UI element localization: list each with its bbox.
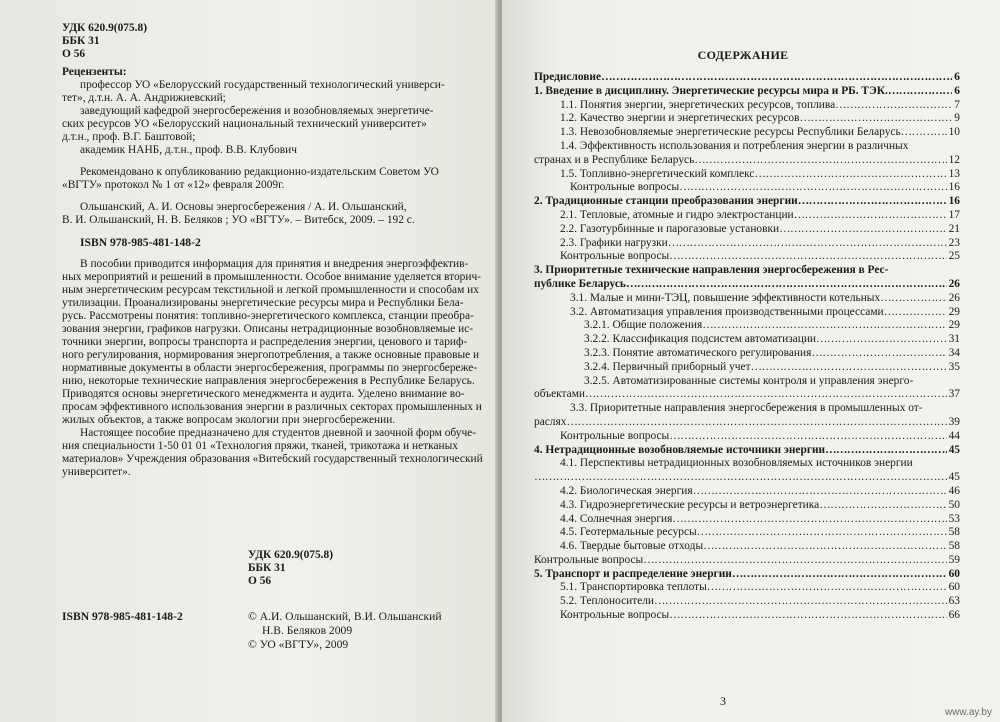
toc-entry-page: 60 [948, 567, 960, 580]
toc-title: СОДЕРЖАНИЕ [697, 48, 789, 62]
reviewer-line: тет», д.т.н. А. А. Андрижиевский; [62, 92, 226, 104]
toc-dot-leader [798, 195, 947, 209]
toc-entry-title: Контрольные вопросы [560, 609, 670, 622]
toc-entry-title: 3. Приоритетные технические направления энергосбережения в Рес- [534, 264, 889, 277]
toc-dot-leader [901, 126, 947, 140]
toc-entry [526, 278, 960, 292]
toc-dot-leader [669, 430, 946, 444]
toc-entry [526, 444, 960, 458]
toc-entry [526, 264, 960, 278]
toc-entry-title: объектами [534, 388, 586, 401]
toc-entry [526, 581, 960, 595]
toc-dot-leader [534, 471, 947, 485]
toc-entry [526, 568, 960, 582]
toc-entry [526, 333, 960, 347]
toc-entry [526, 292, 960, 306]
recommend-line: Рекомендовано к опубликованию редакционно-издательским Советом УО [80, 166, 439, 178]
toc-entry [526, 457, 960, 471]
toc-entry-page: 53 [948, 512, 960, 525]
bibliographic-line: Ольшанский, А. И. Основы энергосбережения / А. И. Ольшанский, [80, 201, 407, 213]
abstract-line: ных мероприятий и решений в промышленности. Особое внимание уделяется вторич- [62, 271, 481, 283]
toc-entry [526, 430, 960, 444]
toc-entry-title: 3.2.4. Первичный приборный учет [584, 360, 751, 373]
toc-entry-page: 16 [948, 181, 960, 194]
toc-entry-page: 12 [948, 153, 960, 166]
toc-dot-leader [643, 554, 946, 568]
toc-dot-leader [811, 347, 946, 361]
reviewer-line: академик НАНБ, д.т.н., проф. В.В. Клубович [80, 144, 297, 156]
bbk-code: ББК 31 [62, 35, 100, 47]
toc-dot-leader [693, 485, 947, 499]
toc-entry-page: 23 [948, 236, 960, 249]
toc-entry-title: 3.2.2. Классификация подсистем автоматизации [584, 333, 817, 346]
right-page [502, 0, 1000, 722]
toc-entry [526, 168, 960, 182]
toc-dot-leader [702, 319, 946, 333]
abstract-line: утилизации. Проанализированы энергетические ресурсы мира и Республики Бела- [62, 297, 464, 309]
abstract-line: ным энергетическим ресурсам текстильной и легкой промышленности и способам их [62, 284, 479, 296]
toc-entry-title: 3.2.3. Понятие автоматического регулирования [584, 346, 812, 359]
toc-entry-page: 26 [948, 291, 960, 304]
reviewers-list [62, 79, 476, 157]
toc-entry-title: 1.4. Эффективность использования и потребления энергии в различных [560, 139, 909, 152]
toc-entry [526, 195, 960, 209]
author-code-2: О 56 [248, 575, 272, 587]
abstract-line: В пособии приводится информация для принятия и внедрения энергоэффектив- [80, 258, 469, 270]
abstract-line: просам эффективного использования энергии в различных секторах промышленных и [62, 401, 482, 413]
toc-entry-title: 4.2. Биологическая энергия [560, 484, 693, 497]
toc-entry [526, 402, 960, 416]
toc-dot-leader [835, 99, 952, 113]
toc-entry-title: 5.1. Транспортировка теплоты [560, 581, 707, 594]
abstract-line: нормативные документы в области энергосбережения, программы по энергосбереже- [62, 362, 478, 374]
toc-entry-page: 31 [948, 333, 960, 346]
toc-entry-title: 5. Транспорт и распределение энергии [534, 567, 732, 580]
toc-entry-title: 2.2. Газотурбинные и парогазовые установки [560, 222, 780, 235]
toc-entry-page: 17 [948, 208, 960, 221]
purpose [62, 427, 483, 479]
toc-entry [526, 388, 960, 402]
copyright-line: © А.И. Ольшанский, В.И. Ольшанский [248, 610, 442, 623]
toc-entry-page: 6 [954, 84, 960, 97]
recommend-line: «ВГТУ» протокол № 1 от «12» февраля 2009г. [62, 179, 285, 191]
toc-entry [526, 71, 960, 85]
toc-dot-leader [799, 112, 952, 126]
toc-entry [526, 513, 960, 527]
toc-dot-leader [816, 333, 947, 347]
toc-entry-page: 44 [948, 429, 960, 442]
toc-entry-title: Предисловие [534, 71, 602, 83]
table-of-contents [526, 71, 960, 623]
toc-entry-title: 4.3. Гидроэнергетические ресурсы и ветроэнергетика [560, 498, 820, 511]
toc-entry-title: 2. Традиционные станции преобразования энергии [534, 195, 798, 208]
toc-entry-title: 4. Нетрадиционные возобновляемые источники энергии [534, 443, 826, 456]
toc-entry [526, 140, 960, 154]
toc-entry [526, 85, 960, 99]
toc-dot-leader [703, 540, 947, 554]
bibliographic-line: В. И. Ольшанский, Н. В. Беляков ; УО «ВГТУ». – Витебск, 2009. – 192 с. [62, 214, 415, 226]
toc-entry [526, 595, 960, 609]
toc-entry-page: 59 [948, 553, 960, 566]
toc-entry-page: 45 [948, 471, 960, 484]
toc-entry-page: 21 [948, 222, 960, 235]
toc-entry-title: 1. Введение в дисциплину. Энергетические ресурсы мира и РБ. ТЭК. [534, 84, 888, 97]
purpose-line: Настоящее пособие предназначено для студентов дневной и заочной форм обуче- [80, 427, 477, 439]
toc-entry-page: 50 [948, 498, 960, 511]
toc-dot-leader [601, 71, 952, 85]
isbn-2: ISBN 978-985-481-148-2 [62, 610, 183, 623]
toc-entry [526, 250, 960, 264]
udc-code-2: УДК 620.9(075.8) [248, 549, 333, 561]
abstract-line: нию, некоторые технические направления энергосбережения в Республике Беларусь. [62, 375, 475, 387]
toc-entry-title: странах и в Республике Беларусь [534, 153, 695, 166]
toc-entry [526, 347, 960, 361]
toc-entry [526, 526, 960, 540]
toc-entry-title: Контрольные вопросы [570, 181, 680, 194]
imprint-codes [248, 549, 333, 588]
toc-dot-leader [694, 154, 946, 168]
bbk-code-2: ББК 31 [248, 562, 286, 574]
reviewer-line: заведующий кафедрой энергосбережения и возобновляемых энергетиче- [80, 105, 434, 117]
toc-entry-page: 46 [948, 484, 960, 497]
toc-entry [526, 485, 960, 499]
toc-entry [526, 306, 960, 320]
abstract-line: зования энергии, графиков нагрузки. Описаны нетрадиционные возобновляемые ис- [62, 323, 474, 335]
copyright [248, 610, 442, 652]
toc-entry-page: 10 [948, 126, 960, 139]
toc-entry [526, 416, 960, 430]
toc-entry [526, 154, 960, 168]
author-code: О 56 [62, 48, 86, 60]
toc-entry-title: 2.1. Тепловые, атомные и гидро электростанции [560, 208, 794, 221]
toc-entry-title: Контрольные вопросы [534, 553, 644, 566]
toc-entry-title: 1.3. Невозобновляемые энергетические ресурсы Республики Беларусь [560, 126, 901, 139]
toc-entry-page: 39 [948, 415, 960, 428]
toc-entry-page: 60 [948, 581, 960, 594]
toc-dot-leader [668, 237, 947, 251]
toc-entry-title: 3.2.1. Общие положения [584, 319, 703, 332]
toc-entry-page: 58 [948, 540, 960, 553]
toc-entry-title: 2.3. Графики нагрузки [560, 236, 668, 249]
toc-dot-leader [566, 416, 946, 430]
purpose-line: ния специальности 1-50 01 01 «Технология пряжи, тканей, трикотажа и нетканых [62, 440, 458, 452]
toc-entry-page: 6 [954, 71, 960, 83]
toc-entry-page: 66 [948, 609, 960, 622]
toc-entry [526, 540, 960, 554]
watermark: www.ay.by [944, 707, 992, 718]
toc-dot-leader [779, 223, 946, 237]
toc-entry-title: 1.5. Топливно-энергетический комплекс [560, 167, 755, 180]
page-number: 3 [720, 694, 726, 708]
reviewers-title: Рецензенты: [62, 66, 127, 78]
toc-entry [526, 609, 960, 623]
toc-dot-leader [669, 609, 946, 623]
toc-entry-title: 4.4. Солнечная энергия [560, 512, 673, 525]
toc-dot-leader [679, 181, 946, 195]
toc-entry-title: раслях [534, 415, 567, 428]
purpose-line: университет». [62, 466, 131, 478]
toc-dot-leader [669, 250, 946, 264]
isbn: ISBN 978-985-481-148-2 [80, 236, 201, 249]
reviewer-line: д.т.н., проф. В.Г. Баштовой; [62, 131, 196, 143]
toc-entry-page: 16 [948, 195, 960, 208]
copyright-line: Н.В. Беляков 2009 [262, 624, 353, 637]
toc-dot-leader [751, 361, 947, 375]
toc-entry [526, 319, 960, 333]
toc-dot-leader [626, 278, 947, 292]
toc-entry-page: 37 [948, 388, 960, 401]
toc-entry [526, 112, 960, 126]
toc-entry-title: 4.1. Перспективы нетрадиционных возобновляемых источников энергии [560, 457, 913, 470]
abstract-line: Приводятся основы энергетического менеджмента и аудита. Уделено внимание во- [62, 388, 465, 400]
toc-dot-leader [707, 581, 947, 595]
toc-entry-title: 3.2. Автоматизация управления производственными процессами [570, 305, 884, 318]
toc-entry-page: 35 [948, 360, 960, 373]
toc-dot-leader [697, 526, 947, 540]
toc-entry-title: 3.2.5. Автоматизированные системы контроля и управления энерго- [584, 374, 914, 387]
toc-entry-page: 7 [954, 98, 960, 111]
toc-entry [526, 223, 960, 237]
toc-entry-title: 1.1. Понятия энергии, энергетических ресурсов, топлива [560, 98, 836, 111]
toc-entry [526, 99, 960, 113]
toc-dot-leader [884, 306, 947, 320]
toc-entry-page: 26 [948, 277, 960, 290]
toc-dot-leader [732, 568, 947, 582]
toc-entry-page: 34 [948, 346, 960, 359]
toc-entry-page: 25 [948, 250, 960, 263]
toc-entry-title: 4.6. Твердые бытовые отходы [560, 540, 704, 553]
toc-entry [526, 237, 960, 251]
udc-code: УДК 620.9(075.8) [62, 22, 147, 34]
abstract [62, 258, 482, 427]
toc-entry [526, 375, 960, 389]
toc-dot-leader [672, 513, 946, 527]
toc-entry-page: 29 [948, 319, 960, 332]
toc-entry-page: 29 [948, 305, 960, 318]
toc-entry-page: 58 [948, 526, 960, 539]
abstract-line: русь. Рассмотрены понятия: топливно-энергетического комплекса, станции преобра- [62, 310, 474, 322]
toc-entry-title: Контрольные вопросы [560, 429, 670, 442]
toc-entry-title: публике Беларусь [534, 277, 626, 290]
toc-entry-title: Контрольные вопросы [560, 250, 670, 263]
toc-entry [526, 209, 960, 223]
toc-entry-page: 9 [954, 112, 960, 125]
purpose-line: материалов» Учреждения образования «Витебский государственный технологический [62, 453, 483, 465]
toc-dot-leader [654, 595, 947, 609]
toc-dot-leader [888, 85, 952, 99]
toc-entry [526, 181, 960, 195]
toc-dot-leader [825, 444, 946, 458]
copyright-line: © УО «ВГТУ», 2009 [248, 638, 349, 651]
toc-entry [526, 499, 960, 513]
toc-entry-title: 4.5. Геотермальные ресурсы [560, 526, 697, 539]
toc-entry-title: 1.2. Качество энергии и энергетических ресурсов [560, 112, 800, 125]
toc-entry [526, 126, 960, 140]
toc-dot-leader [819, 499, 946, 513]
left-page [0, 0, 498, 722]
toc-dot-leader [754, 168, 946, 182]
toc-entry-title: 3.1. Малые и мини-ТЭЦ, повышение эффективности котельных [570, 291, 881, 304]
toc-entry [526, 554, 960, 568]
abstract-line: жилых объектов, а также вопросам экологии при энергосбережении. [62, 414, 396, 426]
toc-dot-leader [880, 292, 946, 306]
abstract-line: точники энергии, вопросы транспорта и распределения энергии, ценового и тариф- [62, 336, 468, 348]
toc-entry-page: 45 [948, 443, 960, 456]
reviewer-line: ских ресурсов УО «Белорусский национальный технический университет» [62, 118, 427, 130]
reviewer-line: профессор УО «Белорусский государственный технологический универси- [80, 79, 445, 91]
toc-entry-page: 13 [948, 167, 960, 180]
toc-entry-title: 5.2. Теплоносители [560, 595, 655, 608]
toc-entry [526, 471, 960, 485]
abstract-line: ного регулирования, нормирования энергопотребления, а также основные правовые и [62, 349, 480, 361]
toc-dot-leader [794, 209, 947, 223]
toc-entry-page: 63 [948, 595, 960, 608]
toc-entry-title: 3.3. Приоритетные направления энергосбережения в промышленных от- [570, 402, 923, 415]
toc-entry [526, 361, 960, 375]
toc-dot-leader [585, 388, 947, 402]
